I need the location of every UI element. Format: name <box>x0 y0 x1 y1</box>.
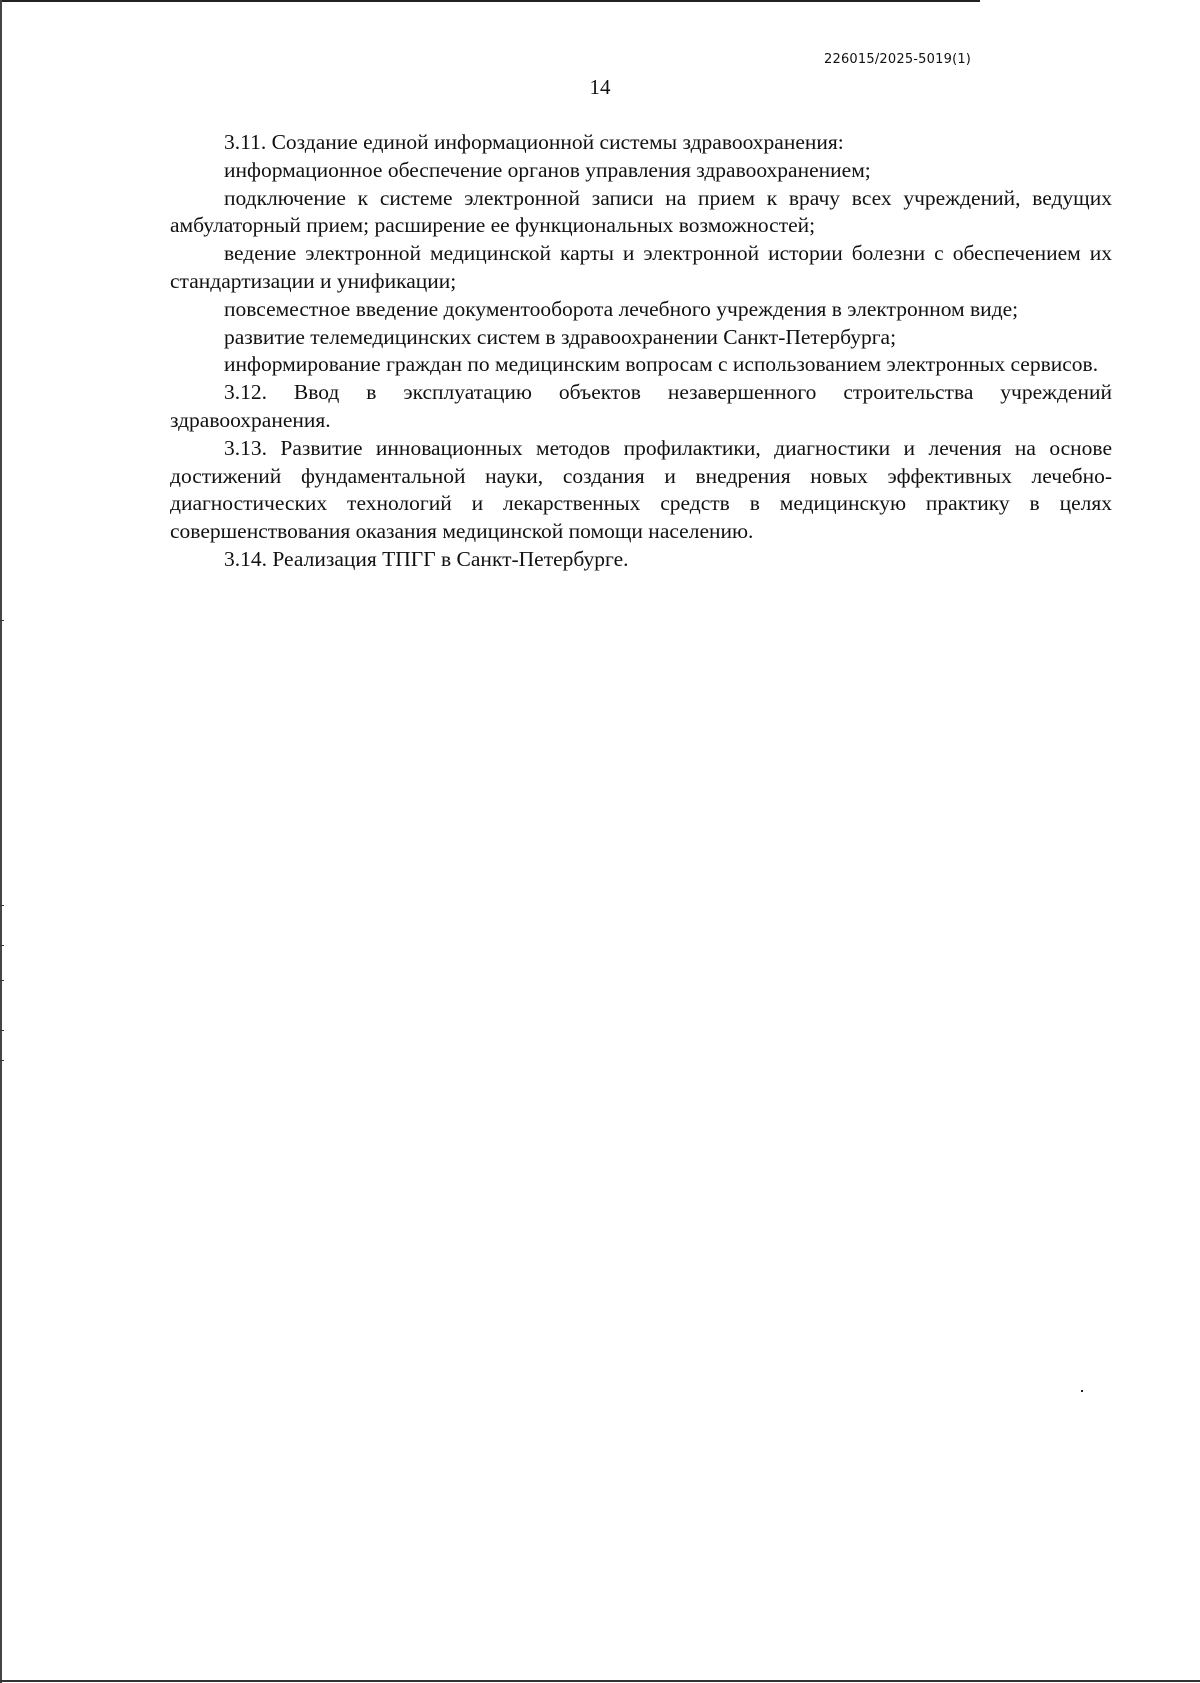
paragraph: развитие телемедицинских систем в здравоохранении Санкт-Петербурга; <box>224 324 897 349</box>
scan-artifact <box>0 620 4 621</box>
scan-artifact <box>0 1060 4 1061</box>
paragraph: повсеместное введение документооборота лечебного учреждения в электронном виде; <box>224 296 1019 321</box>
paragraph: информирование граждан по медицинским вопросам с использованием электронных сервисов. <box>224 352 1099 377</box>
page-number: 14 <box>589 75 611 99</box>
scan-artifact <box>0 980 4 981</box>
scan-artifact <box>0 945 4 946</box>
paragraph: 3.13. Развитие инновационных методов профилактики, диагностики и лечения на основе достижений фундаментальной науки, создания и внедрения новых эффективных лечебно-диагностических технологий и лекарственных средств в медицинскую практику в целях совершенствования оказания медицинской помощи населению. <box>170 435 1112 544</box>
paragraph: подключение к системе электронной записи на прием к врачу всех учреждений, ведущих амбулаторный прием; расширение ее функциональных возможностей; <box>170 185 1112 238</box>
document-body <box>170 129 1112 574</box>
paragraph: 3.11. Создание единой информационной системы здравоохранения: <box>224 130 844 154</box>
paragraph: 3.14. Реализация ТПГГ в Санкт-Петербурге. <box>224 546 629 571</box>
scan-border-top <box>0 0 980 2</box>
scan-artifact <box>0 1030 4 1031</box>
paragraph: 3.12. Ввод в эксплуатацию объектов незавершенного строительства учреждений здравоохранения. <box>170 380 1112 432</box>
paragraph: информационное обеспечение органов управления здравоохранением; <box>224 157 871 182</box>
scan-border-left <box>0 0 2 1683</box>
scan-border-bottom <box>0 1680 1200 1682</box>
paragraph: ведение электронной медицинской карты и электронной истории болезни с обеспечением их стандартизации и унификации; <box>170 241 1112 293</box>
document-id: 226015/2025-5019(1) <box>824 52 972 67</box>
scan-artifact <box>0 905 4 906</box>
scan-speck <box>1081 1390 1083 1392</box>
